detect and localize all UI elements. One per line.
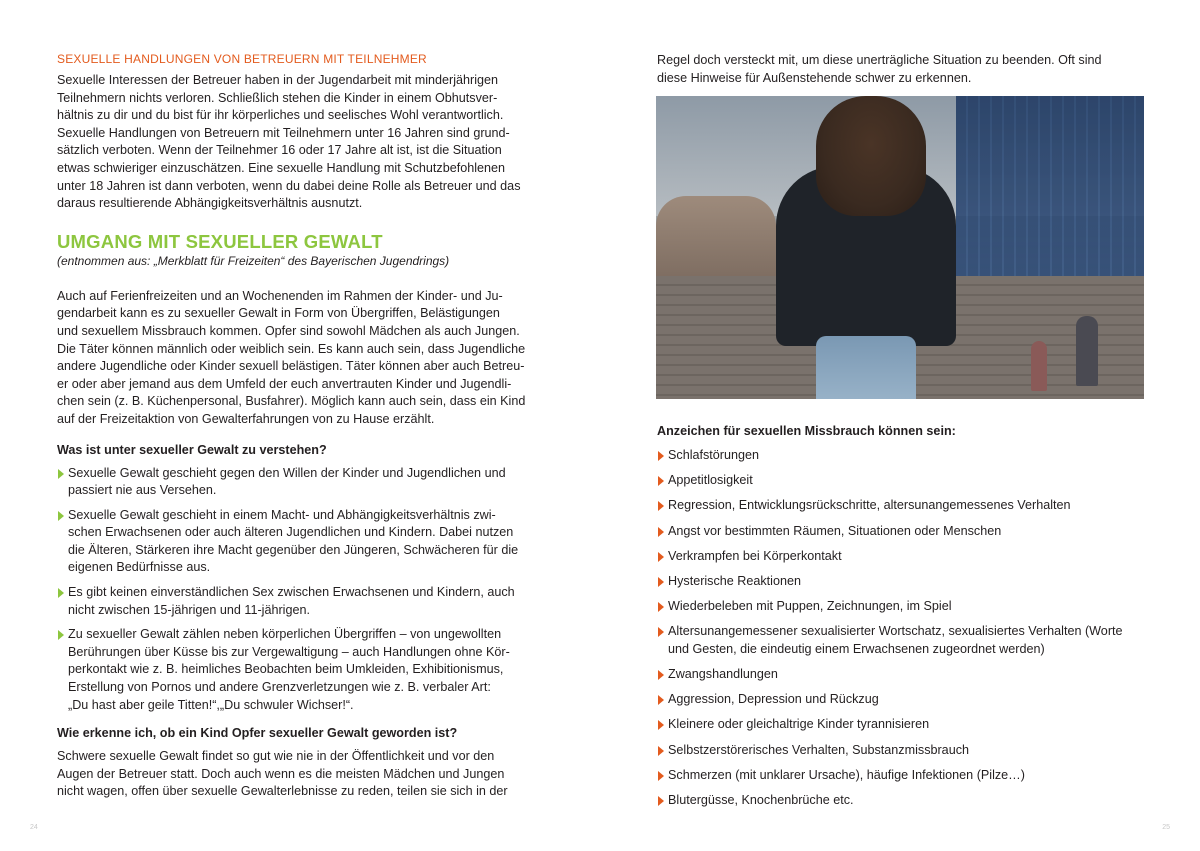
list-item-text: die Älteren, Stärkeren ihre Macht gegenüber den Jüngeren, Schwächeren für die (68, 542, 519, 557)
left-column (57, 52, 544, 801)
bullet-arrow-icon (58, 588, 64, 598)
list-item-text: Angst vor bestimmten Räumen, Situationen oder Menschen (668, 523, 1002, 538)
list-item (657, 472, 1144, 490)
source-note: (entnommen aus: „Merkblatt für Freizeiten“ des Bayerischen Jugendrings) (57, 253, 450, 268)
text-line: Augen der Betreuer statt. Doch auch wenn es die meisten Mädchen und Jungen (57, 766, 505, 781)
list-item-text: Sexuelle Gewalt geschieht gegen den Willen der Kinder und Jugendlichen und (68, 465, 506, 480)
list-item-text: passiert nie aus Versehen. (68, 483, 217, 498)
section-heading: UMGANG MIT SEXUELLER GEWALT (57, 230, 383, 252)
list-item-text: Verkrampfen bei Körperkontakt (668, 548, 842, 563)
bullet-arrow-icon (658, 695, 664, 705)
woman-back-photo (656, 96, 1144, 399)
text-line: diese Hinweise für Außenstehende schwer zu erkennen. (657, 70, 972, 85)
continued-paragraph (657, 52, 1144, 87)
text-line: etwas schwieriger einzuschätzen. Eine sexuelle Handlung mit Schutzbefohlenen (57, 160, 506, 175)
list-item-text: Zwangshandlungen (668, 667, 778, 682)
list-item-text: Zu sexueller Gewalt zählen neben körperlichen Übergriffen – von ungewollten (68, 627, 502, 642)
text-line: hältnis zu dir und du bist für ihr körperliches und seelisches Wohl verantwortlich. (57, 108, 504, 123)
definition-list (57, 465, 544, 715)
bullet-arrow-icon (58, 630, 64, 640)
list-item-text: Regression, Entwicklungsrückschritte, altersunangemessenes Verhalten (668, 498, 1071, 513)
text-line: nicht wagen, offen über sexuelle Gewalterlebnisse zu reden, teilen sie sich in der (57, 784, 508, 799)
bullet-arrow-icon (658, 552, 664, 562)
list-item-text: Wiederbeleben mit Puppen, Zeichnungen, im Spiel (668, 599, 952, 614)
text-line: andere Jugendliche oder Kinder sexuell belästigen. Täter können aber auch Betreu- (57, 359, 525, 374)
section-kicker: SEXUELLE HANDLUNGEN VON BETREUERN MIT TEILNEHMER (57, 52, 427, 66)
bullet-arrow-icon (658, 451, 664, 461)
text-line: Schwere sexuelle Gewalt findet so gut wie nie in der Öffentlichkeit und vor den (57, 749, 495, 764)
list-item-text: Aggression, Depression und Rückzug (668, 692, 879, 707)
list-item-text: Selbstzerstörerisches Verhalten, Substanzmissbrauch (668, 742, 969, 757)
list-item-text: eigenen Bedürfnisse aus. (68, 560, 211, 575)
text-line: Regel doch versteckt mit, um diese unerträgliche Situation zu beenden. Oft sind (657, 53, 1102, 67)
list-item-text: nicht zwischen 15-jährigen und 11-jährigen. (68, 602, 310, 617)
signs-section (657, 424, 1144, 817)
list-item (657, 742, 1144, 760)
closing-paragraph (57, 748, 544, 801)
list-item (657, 767, 1144, 785)
bullet-arrow-icon (658, 746, 664, 756)
list-item (657, 691, 1144, 709)
text-line: chen sein (z. B. Küchenpersonal, Busfahrer). Möglich kann auch sein, dass ein Kind (57, 394, 526, 409)
list-item-text: Blutergüsse, Knochenbrüche etc. (668, 793, 854, 808)
text-line: auf der Freizeitaktion von Gewalterfahrungen von zu Hause erzählt. (57, 411, 435, 426)
page-number: 25 (1162, 824, 1170, 831)
page-number: 24 (30, 824, 38, 831)
photo-round-building (656, 196, 776, 276)
photo-person-jeans (816, 336, 916, 399)
intro-paragraph (57, 72, 544, 213)
list-item-text: Kleinere oder gleichaltrige Kinder tyrannisieren (668, 717, 930, 732)
list-item (657, 523, 1144, 541)
text-line: Sexuelle Interessen der Betreuer haben in der Jugendarbeit mit minderjährigen (57, 73, 499, 87)
list-item-text: Sexuelle Gewalt geschieht in einem Macht- und Abhängigkeitsverhältnis zwi- (68, 507, 496, 522)
bullet-arrow-icon (658, 670, 664, 680)
list-item (657, 623, 1144, 658)
photo-person-hair (816, 96, 926, 216)
bullet-arrow-icon (658, 527, 664, 537)
list-item-text: perkontakt wie z. B. heimliches Beobachten beim Umkleiden, Exhibitionismus, (68, 662, 504, 677)
text-line: unter 18 Jahren ist dann verboten, wenn du dabei deine Rolle als Betreuer und das (57, 178, 521, 193)
list-item (57, 626, 544, 714)
list-item (57, 465, 544, 500)
bullet-arrow-icon (658, 501, 664, 511)
list-item-text: Schmerzen (mit unklarer Ursache), häufige Infektionen (Pilze…) (668, 767, 1025, 782)
text-line: daraus resultierende Abhängigkeitsverhältnis ausnutzt. (57, 196, 363, 211)
bullet-arrow-icon (658, 627, 664, 637)
question-heading-1: Was ist unter sexueller Gewalt zu verstehen? (57, 442, 327, 457)
signs-heading: Anzeichen für sexuellen Missbrauch können sein: (657, 424, 956, 438)
bullet-arrow-icon (658, 771, 664, 781)
photo-walker (1076, 316, 1098, 386)
bullet-arrow-icon (658, 602, 664, 612)
bullet-arrow-icon (658, 476, 664, 486)
bullet-arrow-icon (658, 796, 664, 806)
text-line: Auch auf Ferienfreizeiten und an Wochenenden im Rahmen der Kinder- und Ju- (57, 288, 503, 303)
list-item-text: Schlafstörungen (668, 448, 760, 462)
list-item-text: Es gibt keinen einverständlichen Sex zwischen Erwachsenen und Kindern, auch (68, 585, 515, 600)
list-item-text: Erstellung von Pornos und andere Grenzverletzungen wie z. B. verbaler Art: (68, 680, 491, 695)
list-item (657, 447, 1144, 465)
list-item (657, 573, 1144, 591)
list-item (657, 666, 1144, 684)
list-item-text: Hysterische Reaktionen (668, 573, 801, 588)
list-item-text: Appetitlosigkeit (668, 473, 753, 488)
list-item-text: Berührungen über Küsse bis zur Vergewaltigung – auch Handlungen ohne Kör- (68, 644, 510, 659)
text-line: Teilnehmern nichts verloren. Schließlich stehen die Kinder in einem Obhutsver- (57, 90, 498, 105)
list-item (657, 792, 1144, 810)
bullet-arrow-icon (658, 577, 664, 587)
photo-walker (1031, 341, 1047, 391)
list-item (657, 716, 1144, 734)
list-item-text: schen Erwachsenen oder auch älteren Jugendlichen und Kindern. Dabei nutzen (68, 525, 514, 540)
bullet-arrow-icon (58, 511, 64, 521)
bullet-arrow-icon (658, 720, 664, 730)
text-line: Sexuelle Handlungen von Betreuern mit Teilnehmern unter 16 Jahren sind grund- (57, 125, 510, 140)
list-item (57, 584, 544, 619)
signs-list (657, 447, 1144, 810)
right-column (657, 52, 1144, 87)
text-line: gendarbeit kann es zu sexueller Gewalt in Form von Übergriffen, Belästigungen (57, 306, 500, 321)
list-item (657, 598, 1144, 616)
text-line: Die Täter können männlich oder weiblich sein. Es kann auch sein, dass Jugendliche (57, 341, 526, 356)
list-item (57, 507, 544, 577)
list-item (657, 497, 1144, 515)
question-heading-2: Wie erkenne ich, ob ein Kind Opfer sexueller Gewalt geworden ist? (57, 726, 458, 741)
list-item (657, 548, 1144, 566)
text-line: er oder aber jemand aus dem Umfeld der euch anvertrauten Kinder und Jugendli- (57, 376, 512, 391)
body-paragraph (57, 288, 544, 429)
text-line: sätzlich verboten. Wenn der Teilnehmer 16 oder 17 Jahre alt ist, ist die Situation (57, 143, 502, 158)
text-line: und sexuellem Missbrauch kommen. Opfer sind sowohl Mädchen als auch Jungen. (57, 323, 520, 338)
list-item-text: „Du hast aber geile Titten!“,„Du schwuler Wichser!“. (68, 697, 354, 712)
list-item-text: Altersunangemessener sexualisierter Wortschatz, sexualisiertes Verhalten (Worte (668, 624, 1123, 639)
bullet-arrow-icon (58, 469, 64, 479)
list-item-text: und Gesten, die eindeutig einem Erwachsenen zugeordnet werden) (668, 641, 1045, 656)
